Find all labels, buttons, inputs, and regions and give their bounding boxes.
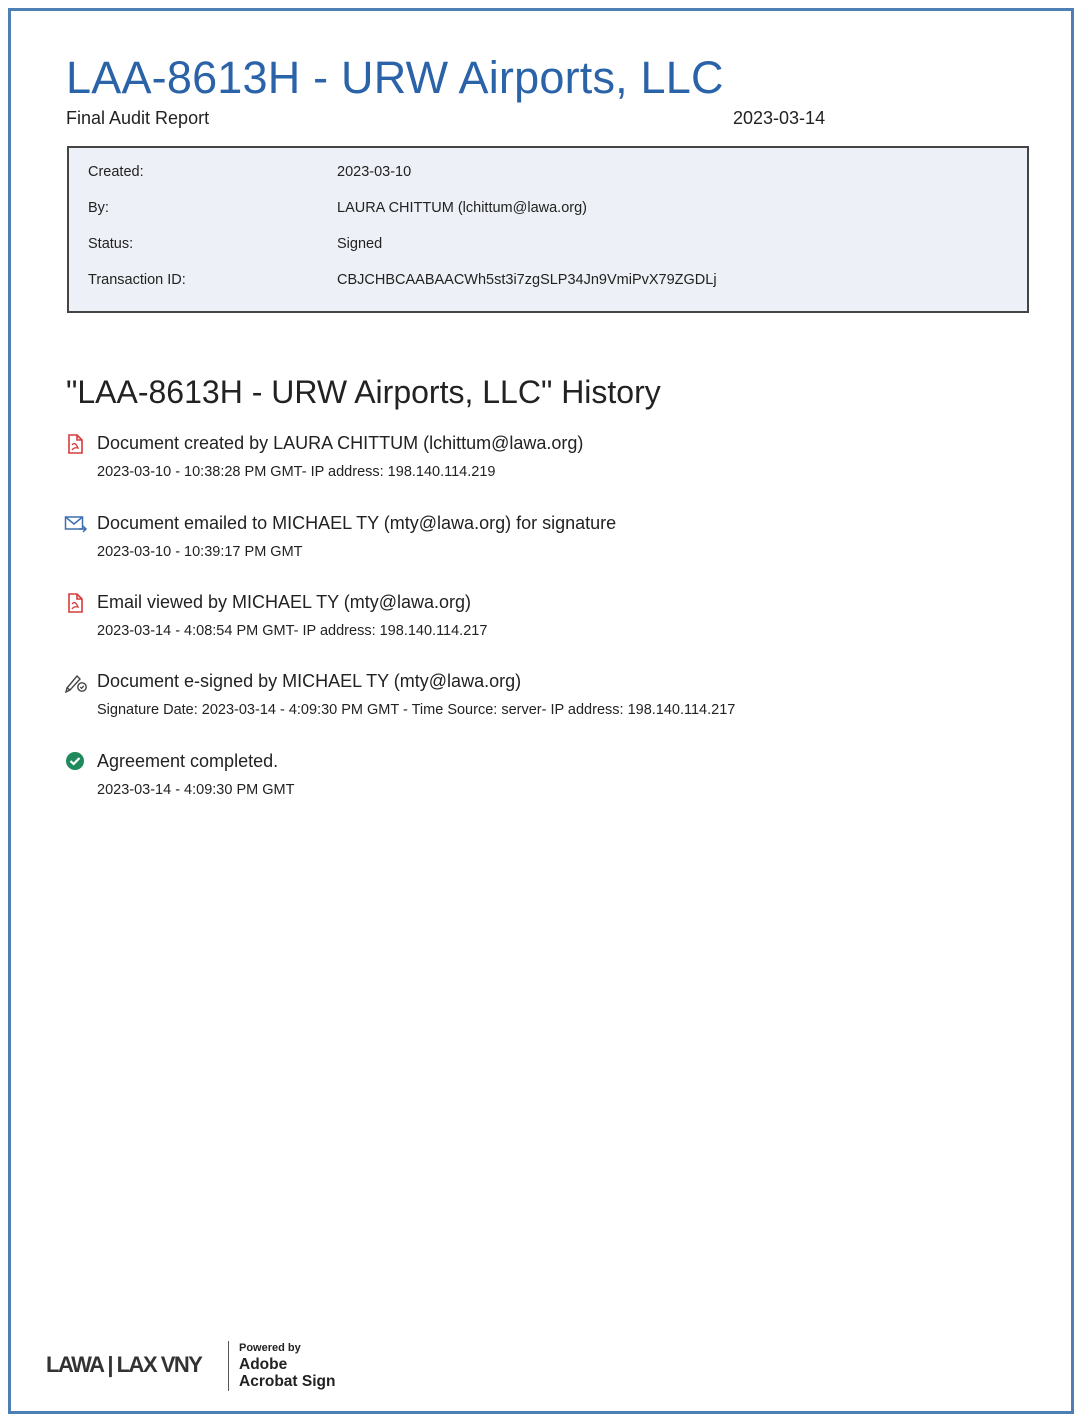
history-event <box>60 513 960 575</box>
report-date: 2023-03-14 <box>733 108 826 128</box>
history-event <box>60 751 960 813</box>
event-detail: Signature Date: 2023-03-14 - 4:09:30 PM GMT - Time Source: server- IP address: 198.140.114.217 <box>97 702 736 718</box>
document-icon <box>64 592 86 614</box>
summary-row-by <box>69 196 1027 222</box>
summary-label: By: <box>88 200 109 216</box>
event-text: Agreement completed. <box>97 751 279 771</box>
summary-row-transaction-id <box>69 268 1027 294</box>
summary-box <box>67 146 1029 313</box>
acrobat-sign-brand-line: Acrobat Sign <box>239 1373 336 1390</box>
lawa-logo: LAWA | LAX VNY <box>46 1352 202 1377</box>
summary-label: Status: <box>88 236 134 252</box>
event-detail: 2023-03-10 - 10:38:28 PM GMT- IP address: 198.140.114.219 <box>97 464 496 480</box>
summary-value: 2023-03-10 <box>337 164 412 180</box>
email-send-icon <box>64 513 86 535</box>
report-subtitle: Final Audit Report <box>66 108 210 128</box>
summary-value: LAURA CHITTUM (lchittum@lawa.org) <box>337 200 587 216</box>
adobe-acrobat-sign-logo <box>239 1356 335 1390</box>
summary-row-status <box>69 232 1027 258</box>
footer-divider <box>228 1341 229 1391</box>
summary-value: Signed <box>337 236 383 252</box>
event-text: Document emailed to MICHAEL TY (mty@lawa.org) for signature <box>97 513 617 533</box>
summary-value: CBJCHBCAABAACWh5st3i7zgSLP34Jn9VmiPvX79ZGDLj <box>337 272 717 288</box>
history-event <box>60 671 960 733</box>
history-event <box>60 592 960 654</box>
event-text: Document e-signed by MICHAEL TY (mty@lawa.org) <box>97 671 522 691</box>
summary-label: Transaction ID: <box>88 272 186 288</box>
event-detail: 2023-03-14 - 4:09:30 PM GMT <box>97 782 295 798</box>
check-circle-icon <box>64 751 86 773</box>
adobe-brand-line: Adobe <box>239 1356 288 1373</box>
event-text: Document created by LAURA CHITTUM (lchittum@lawa.org) <box>97 433 584 453</box>
event-text: Email viewed by MICHAEL TY (mty@lawa.org) <box>97 592 472 612</box>
powered-by-label: Powered by <box>239 1342 301 1354</box>
document-title: LAA-8613H - URW Airports, LLC <box>66 52 724 103</box>
signature-pen-icon <box>64 671 86 693</box>
event-detail: 2023-03-10 - 10:39:17 PM GMT <box>97 544 303 560</box>
summary-row-created <box>69 160 1027 186</box>
event-detail: 2023-03-14 - 4:08:54 PM GMT- IP address: 198.140.114.217 <box>97 623 488 639</box>
summary-label: Created: <box>88 164 144 180</box>
history-event <box>60 433 960 495</box>
history-title: "LAA-8613H - URW Airports, LLC" History <box>66 374 661 410</box>
document-icon <box>64 433 86 455</box>
